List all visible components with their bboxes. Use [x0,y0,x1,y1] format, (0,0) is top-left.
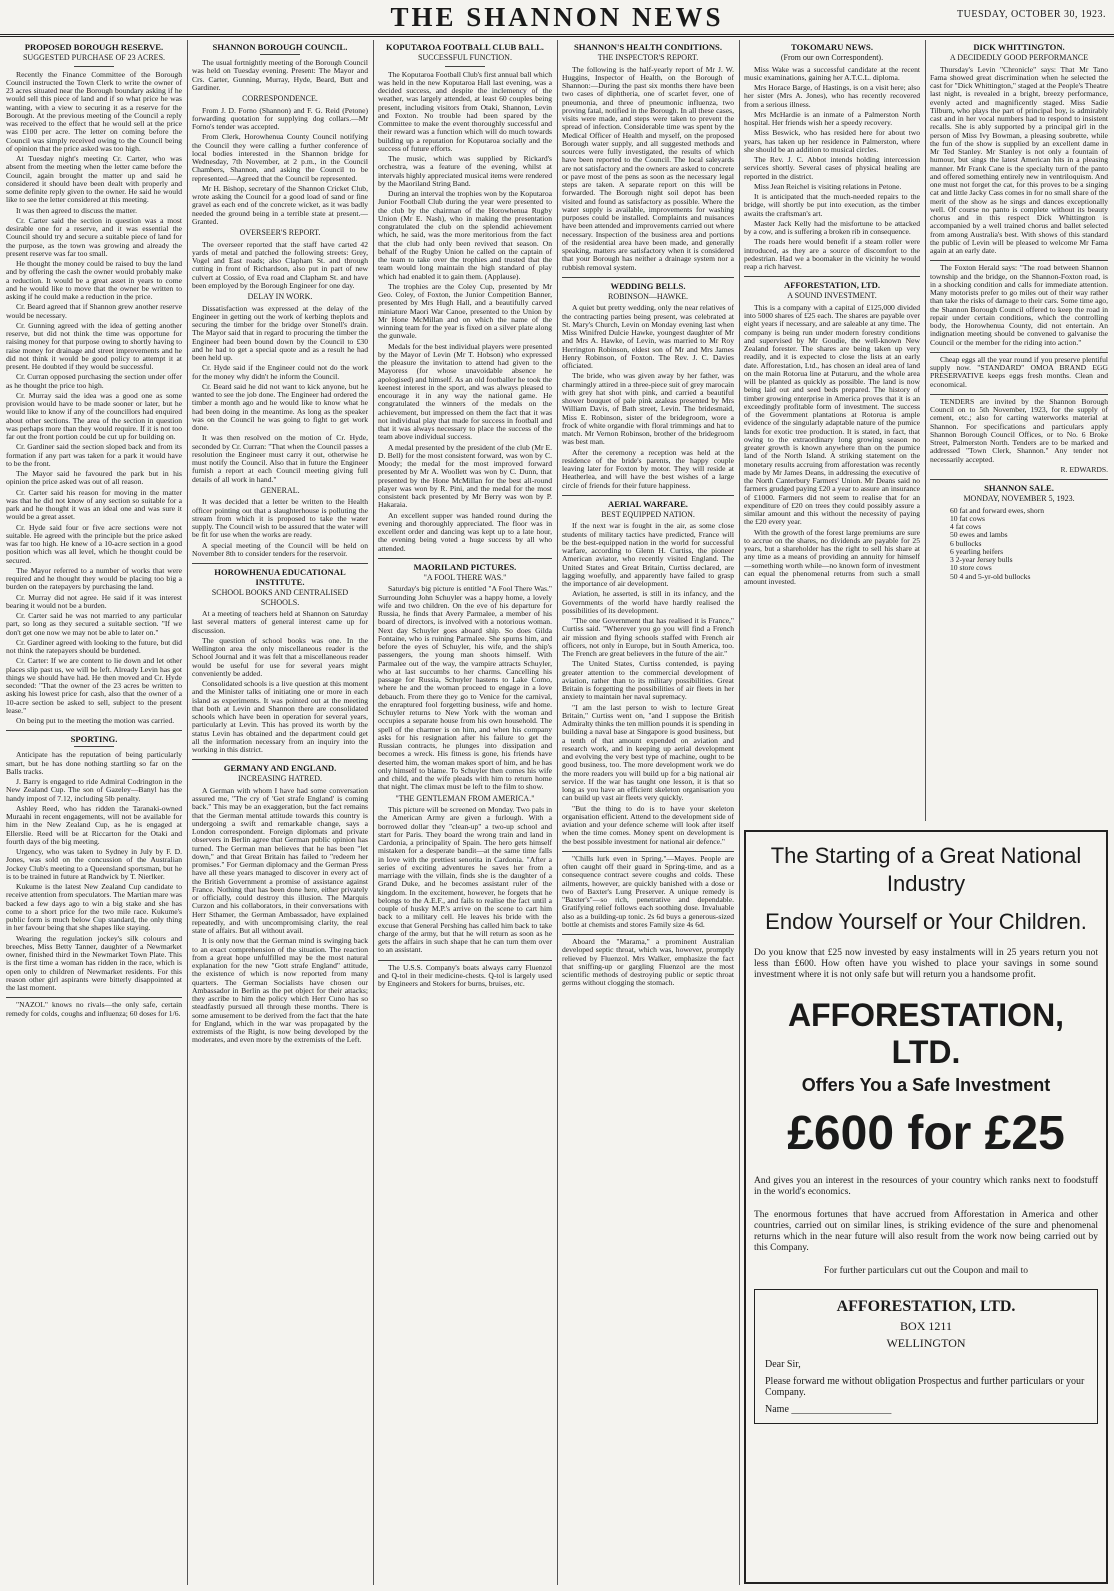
paragraph: The overseer reported that the staff have carted 42 yards of metal and patched the following streets: Grey, Vogel and East roads; also Clapham St. and through cutting in front of Richardson, also put in part of new culvert at Cossio, of Eva road and Clapham St. and have been employed by the Borough Engineer for one day. [192,239,368,290]
paragraph: The Foxton Herald says: "The road between Shannon township and the bridge, on the Shannon-Foxton road, is in a shocking condition and calls for immediate attention. Many motorists prefer to go miles out of their way rather than take the risks of damage to their cars. Some time ago, the Shannon Borough Council offered to keep the road in repair under certain conditions, which the controlling body, the Horowhenua County, did not entertain. An indignation meeting should be convened to galvanise the Council or the member for the riding into action." [930,263,1108,347]
headline-dick-whittington: DICK WHITTINGTON. [973,42,1065,52]
paragraph: At a meeting of teachers held at Shannon on Saturday last several matters of general interest came up for discussion. [192,609,368,635]
paragraph: Medals for the best individual players were presented by the Mayor of Levin (Mr T. Hobson) who expressed the pleasure the invitation to attend had given to the Mayoress (for whose unavoidable absence he apologised) and himself. As an old footballer he took the keenest interest in the sport, and was always pleased to encourage it in any way the national game. He congratulated the winners of the medals on the achievement, but impressed on them the fact that it was not individual play that made for success in football and that it was always necessary to place the success of the team above individual success. [378,341,552,442]
paragraph: The usual fortnightly meeting of the Borough Council was held on Tuesday evening. Present: The Mayor and Crs. Carter, Gunning, Murray, Hyde, Beard, Butt and Gardiner. [192,58,368,92]
subhead: BEST EQUIPPED NATION. [601,509,695,519]
coupon-box: BOX 1211 [900,1319,952,1333]
list-item: 6 bullocks [950,538,982,548]
headline-borough-council: SHANNON BOROUGH COUNCIL. [212,42,348,52]
subhead: (From our own Correspondent). [780,53,884,62]
paragraph: Wearing the regulation jockey's silk colours and breeches, Miss Betty Tanner, daughter of a Newmarket owner, finished third in the Newmarket Town Plate. This is the first time a woman has ridden in the race, which is open only to children of Newmarket residents. For this reason other girl aspirants were bitterly disappointed at the last moment. [6,933,182,992]
ad-body: Do you know that £25 now invested by easy instalments will in 25 years return you not less than £600. How often have you wished to place your savings in some sound investment where it is not only safe but will return you a handsome profit. [754,948,1098,980]
coupon-name-field[interactable]: Name ____________________ [765,1404,892,1415]
afforestation-advertisement [744,830,1108,1584]
paragraph: Mrs Horace Barge, of Hastings, is on a visit here; also her sister (Mrs A. Jones), who has recently recovered from a serious illness. [744,83,920,109]
paragraph: The Mayor referred to a number of works that were required and he thought they would be placing too big a burden on the ratepayers by purchasing the land. [6,565,182,592]
paragraph: Anticipate has the reputation of being particularly smart, but he has done nothing startling so far on the Balls tracks. [6,750,182,776]
paragraph: After the ceremony a reception was held at the residence of the bride's parents, the happy couple leaving later for Foxton by motor. They will reside at Heatherlea, and will have the best wishes of a large circle of friends for their future happiness. [562,447,734,490]
paragraph: From Clerk, Horowhenua County Council notifying the Council they were calling a further conference of local bodies interested in the Shannon bridge for Wednesday, 7th November, at 2 p.m., in the Council Chambers, Shannon, and asking the Council to be represented.—Agreed that the Council be represented. [192,132,368,183]
paragraph: Mr H. Bishop, secretary of the Shannon Cricket Club, wrote asking the Council for a good load of sand or fine gravel as each end of the concrete wicket, as it was badly needed the ground being in a terrible state at present.—Granted. [192,183,368,226]
paragraph: Cr. Gardiner said the section sloped back and from its formation if any part was taken for a park it would have to be the front. [6,442,182,468]
sale-list [930,507,1108,581]
list-item: 3 2-year Jersey bulls [950,555,1013,564]
subhead: A DECIDEDLY GOOD PERFORMANCE [949,53,1089,62]
sale-date: MONDAY, NOVEMBER 5, 1923. [963,494,1075,503]
headline-health-conditions: SHANNON'S HEALTH CONDITIONS. [574,42,722,52]
paragraph: Cr. Hyde said if the Engineer could not do the work for the money why didn't he inform the Council. [192,363,368,381]
paragraph: During an interval the trophies won by the Koputaroa Junior Football Club during the year were presented to the club by the chairman of the Horowhenua Rugby Union (Mr E. Nash), who in making the presentation congratulated the club on the splendid achievement which, he said, was the more meritorious from the fact that the club had only been revived that season. On behalf of the Rugby Union he called on the captain of the team to take over the trophies and trusted that the team would long maintain the high standard of play which had enabled it to gain them. (Applause). [378,189,552,281]
coupon[interactable] [754,1289,1098,1424]
paragraph: The Koputaroa Football Club's first annual ball which was held in the new Koputaroa Hall last evening, was a decided success, and despite the inclemency of the weather, was largely attended, at least 60 couples being present, including visitors from Otaki, Shannon, Levin and Foxton. No trouble had been spared by the Committee to make the event thoroughly successful and their reward was a function which will do much towards building up a reputation for Koputaroa socially and the success of future efforts. [378,69,552,153]
headline-educational-institute: HOROWHENUA EDUCATIONAL INSTITUTE. [214,567,346,587]
paragraph: Cr. Hyde said four or five acre sections were not suitable. He agreed with the principle but the price asked was far too high. He knew of a 10-acre section in a good position which was all level, which he thought could be secured. [6,522,182,565]
paragraph: With the growth of the forest large premiums are sure to accrue on the shares, no dividends are payable for 25 years, but a shareholder has the right to sell his share at any time as a means of providing an annuity for himself—something worth while—no known form of investment can equal the phenomenal returns from such a small amount invested. [744,527,920,586]
paragraph: It was then agreed to discuss the matter. [16,205,138,215]
paragraph: Cr. Gunning agreed with the idea of getting another reserve, but did not think the time was opportune for raising money for that purpose owing to shortly having to raise money for drainage and street improvements and he did not think it would be good policy to attempt it at present. He doubted if they would be successful. [6,320,182,371]
subhead: CORRESPONDENCE. [242,94,318,103]
list-item: 60 fat and forward ewes, shorn [950,505,1045,515]
headline-borough-reserve: PROPOSED BOROUGH RESERVE. [24,42,164,52]
subhead: A SOUND INVESTMENT. [787,291,877,301]
coupon-title: AFFORESTATION, LTD. [836,1298,1016,1315]
paragraph: The United States, Curtiss contended, is paying greater attention to the commercial development of aviation, rather than to its military possibilities. Great Britain is forgetting the possibilities of air fleets in her anxiety to maintain her naval supremacy. [562,659,734,702]
paragraph: On being put to the meeting the motion was carried. [16,716,175,725]
paragraph: Saturday's big picture is entitled "A Fool There Was." Surrounding John Schuyler was a happy home, a lovely wife and two children. On the eve of his departure for Russia, he finds that Avery Parmalee, a member of his board of directors, is involved with a notorious woman. Next day Schuyler goes aboard ship. So does Gilda Fontaine, who is ruining Parmalee. She spurns him, and before the eyes of Schuyler, his wife, and the ship's passengers, the young man shoots himself. With Parmalee out of the way, the vampire attracts Schuyler, who at last succumbs to her charms. Cancelling his passage for Russia, Schuyler hastens to Lake Como, where he and the woman proceed to engage in a love debauch. From there they go to Venice for the carnival, the enraptured fool forgetting business, wife and home. Schuyler returns to New York with the woman and occupies a separate house from his own household. The spell of the charmer is on him, and when his company asks for his resignation after his failure to get the Russian contracts, he plunges into dissipation and becomes a wreck. His fitness is gone, his friends have deserted him, the woman makes sport of him, and he has only himself to blame. To Schuyler then comes his wife and child, and the wife pleads with him to return home that night. The climax must be left to the film to show. [378,584,552,792]
ad-body: The enormous fortunes that have accrued from Afforestation in America and other countries, carried out on similar lines, is striking evidence of the sure and phenomenal returns which in the near future will also result from the work now being carried out by this Company. [754,1210,1098,1253]
ad-body: And gives you an interest in the resources of your country which ranks next to foodstuff in the world's economics. [754,1176,1098,1197]
subhead: OVERSEER'S REPORT. [239,228,321,237]
paragraph: Kukume is the latest New Zealand Cup candidate to receive attention from speculators. The Martian mare was backed a few days ago to win a big stake and she has come to a short price for the two mile race. Kukume's public form is much below Cup standard, the only thing in her favour being that she shapes like staying. [6,882,182,933]
issue-date: TUESDAY, OCTOBER 30, 1923. [957,9,1106,20]
list-item: 4 fat cows [950,522,982,531]
ad-offer: Offers You a Safe Investment [801,1075,1051,1095]
advertisement-egg-preservative: Cheap eggs all the year round if you preserve plentiful supply now. "STANDARD" OMOA BRAND EGG PRESERVATIVE keeps eggs fresh months. Clean and economical. [930,354,1108,389]
paragraph: The question of school books was one. In the Wellington area the only miscellaneous reader is the School Journal and it was felt that a miscellaneous reader would be useful for use for several years might conveniently be added. [192,635,368,678]
paragraph: The trophies are the Coley Cup, presented by Mr Geo. Coley, of Foxton, the Junior Competition Banner, presented by Mrs Hugh Hall, and a beautifully carved miniature Maori War Canoe, presented to the Union by Mr Hone McMillan and on which the name of the winning team for the year is fixed on a silver plate along the gunwale. [378,281,552,341]
paragraph: A special meeting of the Council will be held on November 8th to consider tenders for the reservoir. [192,540,368,558]
headline-wedding-bells: WEDDING BELLS. [610,280,686,291]
newspaper-title: THE SHANNON NEWS [390,2,724,32]
list-item: 50 4 and 5-yr-old bullocks [950,571,1031,581]
subhead: SCHOOL BOOKS AND CENTRALISED SCHOOLS. [211,588,349,607]
paragraph: The roads here would benefit if a steam roller were introduced, as they are a source of discomfort to the pedestrian. Had we a boomaker in the vicinity he would reap a rich harvest. [744,237,920,271]
ad-body: For further particulars cut out the Coupon and mail to [824,1266,1028,1276]
paragraph: It is only now that the German mind is swinging back to an exact comprehension of the situation. The reaction from a great hope unfulfilled may be the most natural explanation for the new "Gott strafe England" attitude, the existence of which is now reported from many quarters. The German Socialists have chosen our Ambassador in Berlin as the pet object for their attacks; they ascribe to him the policy which Herr Cuno has so steadfastly pursued all through these months. There is some amusement to be derived from the fact that the hate for England, which in the war was propagated by the extremists of the Right, is now being developed by the moderates, and even more by the extremists of the Left. [192,936,368,1045]
paragraph: Cr. Murray did not agree. He said if it was interest bearing it would not be a burden. [6,592,182,610]
masthead [0,0,1114,37]
column-5 [744,40,920,821]
headline-shannon-sale: SHANNON SALE. [984,483,1054,493]
paragraph: The music, which was supplied by Rickard's orchestra, was a feature of the evening, whilst at intervals highly appreciated musical items were rendered by the Maoriland String Band. [378,154,552,188]
list-item: 6 yearling heifers [950,546,1004,556]
paragraph: Cr. Carter said the section in question was a most desirable one for a reserve, and it was essential the Council should try and secure a suitable piece of land for the purpose, as the town was growing and already the present reserve was far too small. [6,215,182,258]
paragraph: Cr. Murray said the idea was a good one as some provision would have to be made sooner or later, but he would like to know if any of the councillors had enquired about other sections. The area of the section in question was perhaps more than they would require. If it is not too far out the front portion could be cut up for building on. [6,390,182,441]
paragraph: Aviation, he asserted, is still in its infancy, and the Governments of the world have hardly realised the possibilities of its development. [562,589,734,615]
subhead: INCREASING HATRED. [238,774,322,784]
paragraph: The Mayor said he favoured the park but in his opinion the price asked was out of all reason. [6,469,182,487]
paragraph: Urgency, who was taken to Sydney in July by F. D. Jones, was sold on the concussion of the Australian Jockey Club's meeting to a Queensland sportsman, but he is to be trained in future at Randwick by T. Nierlker. [6,847,182,881]
subhead: "A FOOL THERE WAS." [423,572,507,582]
headline-maoriland-pictures: MAORILAND PICTURES. [413,561,517,572]
column-4 [562,40,734,1585]
coupon-city: WELLINGTON [886,1336,966,1350]
headline-germany-england: GERMANY AND ENGLAND. [223,763,337,774]
ad-company-name: AFFORESTATION, LTD. [787,997,1065,1070]
paragraph: Cr. Carter said his reason for moving in the matter was that he did not know of any section so suitable for a park and he thought it was an ideal one and was sure it would be a great asset. [6,487,182,522]
paragraph: Miss Wake was a successful candidate at the recent music examinations, gaining her A.T.C.L. diploma. [744,64,920,82]
headline-sporting: SPORTING. [70,734,118,745]
paragraph: Mrs McHardie is an inmate of a Palmerston North hospital. Her friends wish her a speedy recovery. [744,109,920,127]
paragraph: Cr. Carter: If we are content to lie down and let other places slip past us, we will be left. Already Levin has got things we should have had. He then moved and Cr. Hyde seconded: "That the owner of the 23 acres be written to asking his lowest price for cash, also that the owner of a 10-acre section be asked to sell, subject to the present lease." [6,656,182,715]
paragraph: Cr. Beard said he did not want to kick anyone, but he wanted to see the job done. The Engineer had ordered the timber a month ago and he would like to know what he had been doing in the meantime. As long as the speaker was on the Council he was going to fight to get work done. [192,381,368,432]
paragraph: This is a company with a capital of £125,000 divided into 5000 shares of £25 each. The shares are payable over eight years if necessary, and are saleable at any time. The company is being run under modern forestry conditions and supervised by Mr Goudie, the well-known New Zealand forester. The shares are being taken up very readily, and it is expected to close the lists at an early date. Afforestation, Ltd., has chosen an ideal area of land on the main Rotorua line at Putaruru, and the whole area will be planted as quickly as possible. The land is now being laid out and seed beds prepared. The history of timber growing enterprise in America proves that it is an exceedingly profitable form of investment. The success of the Government plantations at Rotorua is ample evidence of the singularly adaptable nature of the pumice lands for exotic tree production. It is stated, in fact, that owing to the extraordinary long growing season no greater growth is known anywhere than on the pumice land of the North Island. A striking statement on the monetary results accruing from afforestation was recently made by Mr James Deans, in addressing the executive of the North Canterbury Farmers' Union. Mr Deans said no farmers grudged paying £20 a year to assure an insurance of £1000. Farmers did not seem to realise that for an expenditure of £20 on trees they could possibly assure a similar amount and this without the necessity of paying the £20 every year. [744,302,920,527]
paragraph: Thursday's Levin "Chronicle" says: That Mr Tano Fama showed great discrimination when he selected the cast for "Dick Whittington," staged at the People's Theatre last night, is revealed in a bright, breezy performance, evenly acted and magnificently staged. Miss Sadie Tilburn, who plays the part of principal boy, is admirably cast and in her vocal numbers had to respond to insistent recalls. She is ably supported by a principal girl in the person of Miss Ivy Bowman, a pleasing soubrette, while the fun of the show is supplied by an excellent dame in Mr Ted Stanley. Mr Stanley is not only a fountain of humour, but sings the latest American hits in a pleasing manner. Mr Frank Cane is the specialty turn of the panto and offered something entirely new in ventriloquism. And one must not forget the cat, for this proves to be a singing cat and little Jacky Cass comes in for no small share of the merit of the show as he sings and dances exceptionally well. Of course no panto is complete without its beauty chorus and in this respect Dick Whittington is accompanied by a well trained chorus and ballet selected from among Australia's best. With shows of this standard the public of Levin will be pleased to welcome Mr Fama again at an early date. [930,64,1108,255]
paragraph: A German with whom I have had some conversation assured me, "The cry of 'Get strafe England' is coming back." This may be an exaggeration, but the fact remains that the German mental attitude towards this country is undergoing a swift and remarkable change, says a London correspondent. Foreign diplomats and private observers in Berlin agree that German public opinion has turned. The German man believes that he has been "let down," and that Great Britain has failed to "redeem her promises." For German diplomacy and the German Press have all these years managed to discover in every act of the British Government a promise of assistance against France. Nothing that has been done here, either privately or officially, could destroy this illusion. The Marquis Curzon and his collaborators, in their conversations with Herr Sthamer, the German Ambassador, have explained repeatedly, and with uncompromising clarity, the real state of affairs. But all without avail. [192,785,368,935]
paragraph: A quiet but pretty wedding, only the near relatives of the contracting parties being present, was celebrated at St. Mary's Church, Levin on Monday evening last when Miss Winifred Dulcie Hawke, youngest daughter of Mr and Mrs A. Hawke, of Levin, was married to Mr Roy Herrington Robinson, eldest son of Mr and Mrs James Henry Robinson, of Foxton. The Rev. J. C. Davies officiated. [562,303,734,370]
advertisement-nazol: "NAZOL" knows no rivals—the only safe, certain remedy for colds, coughs and influenza; 60 doses for 1/6. [6,1000,182,1018]
paragraph: Miss Jean Reichel is visiting relations in Petone. [754,181,902,191]
paragraph: "The one Government that has realised it is France," Curtiss said. "Wherever you go you will find a French air mission and flying schools staffed with French air officers, not only in Europe, but in South America, too. The French are great believers in the future of the air." [562,616,734,658]
tender-notice: TENDERS are invited by the Shannon Borough Council on to 5th November, 1923, for the supply of cement, etc.; also for carting waterworks material at Shannon. For specifications and particulars apply Shannon Borough Council Offices, or to No. 6 Broke Street, Palmerston North. Tenders are to be marked and addressed "Town Clerk, Shannon." Any tender not necessarily accepted. [930,396,1108,464]
paragraph: If the next war is fought in the air, as some close students of military tactics have predicted, France will be the best-equipped nation in the world for successful warfare, according to Glenn H. Curtiss, the pioneer American aviator, who recently visited England. The United States and Great Britain, Curtiss declared, are lagging woefully, and apparently have failed to grasp the importance of air development. [562,521,734,588]
paragraph: The bride, who was given away by her father, was charmingly attired in a three-piece suit of grey marocain with grey hat shot with pink, and carried a beautiful shower bouquet of pale pink azaleas presented by Mrs William Davis, of Bath street, Levin. The bridesmaid, Miss E. Robinson, sister of the bridegroom, wore a frock of white organdie with floral trimmings and hat to match. Mr Vernon Robinson, brother of the bridegroom was best man. [562,371,734,447]
advertisement-fluenzol: The U.S.S. Company's boats always carry Fluenzol and Q-tol in their medicine-chests. Q-tol is largely used by Engineers and Stokers for burns, bruises, etc. [378,962,552,988]
list-item: 10 store cows [950,563,992,573]
column-1 [6,40,182,1585]
paragraph: A medal presented by the president of the club (Mr E. D. Bell) for the most consistent forward, was won by C. Moody; the medal for the most improved forward presented by Mr A. Woollett was won by C. Dunn, that presented by the Hone McMillan for the best all-round player was won by R. Pini, and the medal for the most consistent back presented by Mr Berry was won by P. Hakaraia. [378,442,552,510]
coupon-salutation: Dear Sir, [765,1359,801,1370]
paragraph: Consolidated schools is a live question at this moment and the Minister talks of initiating one or more in each island as experiments. It was pointed out at the meeting that both at Levin and Shannon there are consolidated schools which have been in operation for several years, particularly at Levin. This has proved its worth by the status Levin has obtained and the department could get all the information necessary from an inquiry into the working in this district. [192,679,368,754]
subhead: GENERAL. [260,485,300,495]
paragraph: Ashley Reed, who has ridden the Taranaki-owned Muraahi in recent engagements, will not be available for him in the New Zealand Cup, as he is engaged at Ellerslie. Reed will be at Riccarton for the Otaki and fourth days of the big meeting. [6,803,182,846]
paragraph: Cr. Carter said he was not married to any particular part, so long as they secured a suitable section. "If we don't get one now we may not be able to later on." [6,611,182,637]
headline-football-ball: KOPUTAROA FOOTBALL CLUB BALL. [386,42,544,52]
paragraph: Master Jack Kelly had the misfortune to be attacked by a cow, and is suffering a broken rib in consequence. [744,218,920,236]
paragraph: At Tuesday night's meeting Cr. Carter, who was absent from the meeting when the letter came before the Council, again brought the matter up and said he considered it should have been dealt with properly and some definite reply given to the owner. He said he would like to see the letter considered at this meeting. [6,154,182,205]
ad-headline: The Starting of a Great National Industry [770,843,1082,896]
paragraph: This picture will be screened on Monday. Two pals in the American Army are given a furlough. With a borrowed dollar they "clean-up" a two-up school and start for Paris. They board the wrong train and land in Cardonia, a principality of Spain. The hero gets himself mistaken for a desperate bandit—at the same time falls in love with the prettiest senorita in Cardonia. "After a series of exciting adventures he saves her from a marriage with the villain, finds she is the daughter of a Grand Duke, and he becomes assistant ruler of the kingdom. In the excitement, however, he forgets that he belongs to the A.E.F., and fails to realise the fact until a couple of husky M.P.'s arrive on the scene to cart him back to a military cell. He leaves his bride with the excuse that General Pershing has called him back to take charge of the army, but that he will return as soon as he gets the affairs in such shape that he can turn them over to an assistant. [378,805,552,955]
column-3 [378,40,552,1585]
paragraph: It was then resolved on the motion of Cr. Hyde, seconded by Cr. Curran: "That when the Council passes a resolution the Engineer must carry it out, otherwise he must notify the Council. Also that in future the Engineer furnish a report at each Council meeting giving full details of all work in hand." [192,433,368,484]
paragraph: Cr. Curran opposed purchasing the section under offer as he thought the price too high. [6,372,182,390]
paragraph: He thought the money could be raised to buy the land and by offering the cash the owner would probably make a reduction. It would be a great asset in years to come and he would like to move that the owner be written to asking if he could make a reduction in the price. [6,259,182,301]
subhead: THE INSPECTOR'S REPORT. [597,53,699,62]
column-2 [192,40,368,1585]
paragraph: The following is the half-yearly report of Mr J. W. Huggins, Inspector of Health, on the Borough of Shannon:—During the past six months there have been two cases of diphtheria, one of scarlet fever, one of pneumonia, and three of pneumonic influenza, two proving fatal, notified in the Borough. In all these cases, visits were made, and steps were taken to prevent the spread of infection. Considerable time was spent by the Medical Officer of Health and myself, on the proposed Borough water supply, and all suggested methods and sources were fully investigated, the results of which have been reported to the Council. The local saleyards are not satisfactory and the owners are asked to concrete or pave most of the pens as soon as the necessary legal steps are taken. A separate report on this will be forwarded. The Borough night soil depot has been visited and found as satisfactory as possible. Where the water supply is available, improvements for washing purposes could be installed. Complaints and nuisances have been attended and improvements carried out where necessary. Inspection of the business area and portions of the residential area have been made, and generally speaking, matters are satisfactory when it is considered that your Borough has neither a drainage system nor a rubbish removal system. [562,64,734,272]
paragraph: It is anticipated that the much-needed repairs to the bridge, will shortly be put into execution, as the timber awaits the craftsman's art. [744,192,920,218]
column-6 [930,40,1108,821]
subhead: SUGGESTED PURCHASE OF 23 ACRES. [22,53,166,62]
paragraph: The Rev. J. C. Abbot intends holding intercession services shortly. Several cases of physical healing are reported in the district. [744,155,920,181]
list-item: 10 fat cows [950,513,986,523]
ad-subheadline: Endow Yourself or Your Children. [765,909,1087,934]
paragraph: J. Barry is engaged to ride Admiral Codrington in the New Zealand Cup. The son of Gazeley—Banyl has the handy impost of 7.12, including 5lb penalty. [6,777,182,803]
headline-tokomaru-news: TOKOMARU NEWS. [791,42,873,52]
paragraph: An excellent supper was handed round during the evening and thoroughly appreciated. The floor was in excellent order and dancing was kept up to a late hour, the evening being voted a huge success by all who attended. [378,510,552,553]
paragraph: From J. D. Forno (Shannon) and F. G. Reid (Petone) forwarding quotation for supplying dog collars.—Mr Forno's tender was accepted. [192,105,368,131]
paragraph: It was decided that a letter be written to the Health officer pointing out that a slaughterhouse is polluting the stream from which it is proposed to take the water supply. The Council wish to be assured that the water will be fit for use when the works are ready. [192,497,368,540]
paragraph: Cr. Gardiner agreed with looking to the future, but did not think the ratepayers should be burdened. [6,637,182,655]
subhead: SUCCESSFUL FUNCTION. [418,53,512,62]
advertisement-fluenzol: Aboard the "Marama," a prominent Australian developed septic throat, which was, however, promptly relieved by Fluenzol. Mrs Walker, emphasize the fact that sniffing-up or gargling Fluenzol are the most scientific methods of destroying public or septic throat germs without clogging the stomach. [562,937,734,988]
subhead: "THE GENTLEMAN FROM AMERICA." [395,793,535,803]
ad-money: £600 for £25 [787,1107,1065,1160]
signature: R. EDWARDS. [1060,464,1108,474]
advertisement-baxters: "Chills lurk even in Spring."—Mayes. People are often caught off their guard in Spring-time, and as a consequence contract severe coughs and colds. These ailments, however, are quickly banished with a dose or two of Baxter's Lung Preserver. A unique remedy is "Baxter's"—so rich, penetrative and dependable. Gratifying relief follows each soothing dose. Invaluable also as a building-up tonic. 2s 6d buys a generous-sized bottle at chemists and stores Family size 4s 6d. [562,853,734,929]
headline-afforestation: AFFORESTATION, LTD. [783,280,881,291]
coupon-text: Please forward me without obligation Prospectus and further particulars or your Company. [765,1376,1085,1398]
paragraph: Cr. Beard agreed that if Shannon grew another reserve would be necessary. [6,302,182,320]
paragraph: Miss Beswick, who has resided here for about two years, has taken up her residence in Palmerston, where she should be an addition to musical circles. [744,128,920,154]
subhead: ROBINSON—HAWKE. [607,291,689,301]
coupon-name-label: Name [765,1404,789,1415]
subhead: DELAY IN WORK. [247,292,313,301]
paragraph: "But the thing to do is to have your skeleton organisation efficient. Attend to the development side of aviation and your defence scheme will look after itself when the time comes. Money spent on development is the best possible investment for national air defence." [562,803,734,846]
headline-aerial-warfare: AERIAL WARFARE. [608,498,688,509]
paragraph: "I am the last person to wish to lecture Great Britain," Curtiss went on, "and I suppose the British Admiralty thinks the ten million pounds it is spending in building a naval base at Singapore is good business, but a tenth of that amount expended on aviation and research work, and in keeping up aerial development and evolving the very best type of machine, ought to be good business, too. The more development work we do the more readers you will build up for a big national air service. If the war has taught one lesson, it is that so long as you have an efficient skeleton organisation you can build up vast air fleets very quickly. [562,702,734,803]
paragraph: Dissatisfaction was expressed at the delay of the Engineer in getting out the work of kerbing theplots and securing the timber for the bridge over Stonell's drain. The Mayor said that in regard to procuring the timber the Engineer had been bound down by the Council to £30 and he had to get a special quote and as a result he had been held up. [192,303,368,362]
paragraph: Recently the Finance Committee of the Borough Council instructed the Town Clerk to write the owner of 23 acres situated near the Borough boundary asking if he would sell this piece of land and if so what price he was wanting, with a view to securing it as a reserve for the Borough. At the previous meeting of the Council a reply was received to the effect that he would sell at the price was £100 per acre. The letter on coming before the Council was simply received owing to the Council being of opinion that the price asked was too high. [6,69,182,153]
list-item: 50 ewes and lambs [950,530,1008,540]
